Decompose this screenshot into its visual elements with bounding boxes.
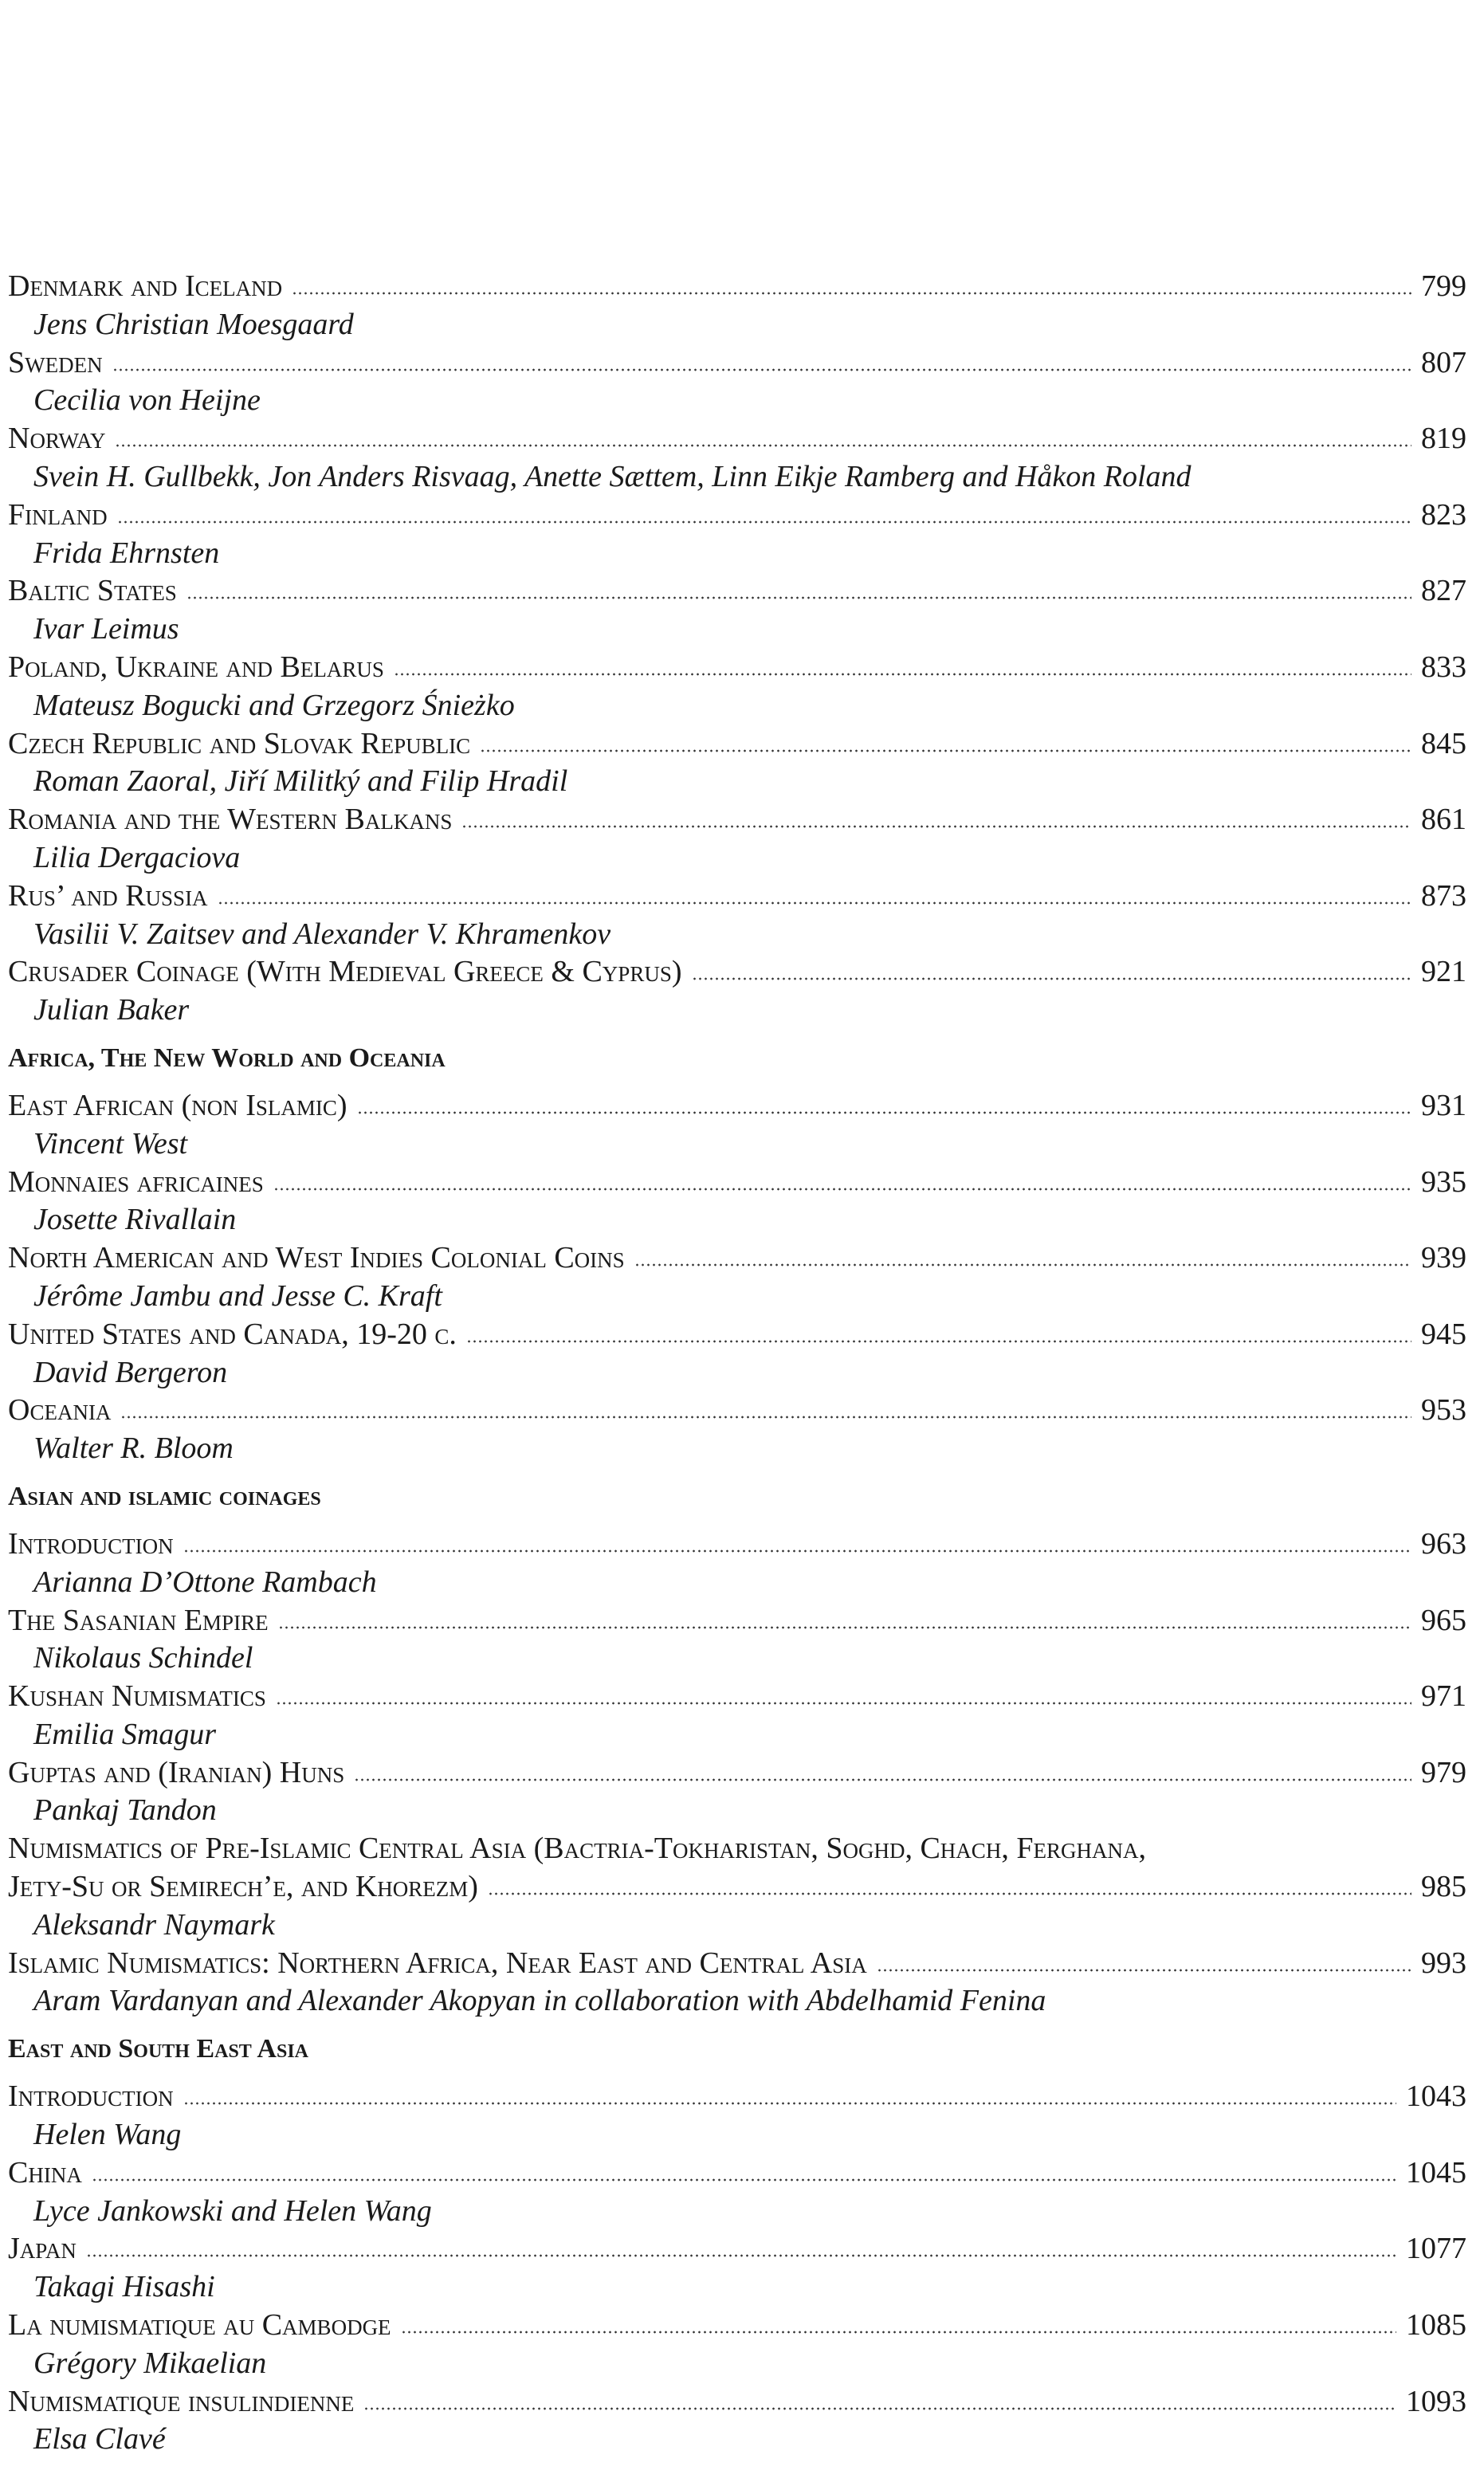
toc-entry[interactable]: [8, 878, 1466, 916]
entry-authors: Emilia Smagur: [33, 1717, 217, 1751]
entry-authors: Helen Wang: [33, 2118, 182, 2152]
dot-leader: [354, 1774, 1411, 1782]
toc-entry[interactable]: [8, 1087, 1466, 1125]
page-number[interactable]: 799: [1421, 269, 1466, 303]
entry-authors: Grégory Mikaelian: [33, 2346, 267, 2380]
entry-title[interactable]: Jety-Su or Semirech’e, and Khorezm): [8, 1870, 478, 1904]
toc-entry[interactable]: [8, 420, 1466, 458]
entry-authors: Julian Baker: [33, 993, 190, 1027]
dot-leader: [488, 1888, 1411, 1896]
entry-title[interactable]: Introduction: [8, 2079, 174, 2114]
dot-leader: [357, 1107, 1411, 1115]
dot-leader: [183, 1545, 1411, 1553]
section-header: Africa, The New World and Oceania: [8, 1043, 446, 1073]
entry-title[interactable]: Czech Republic and Slovak Republic: [8, 726, 471, 760]
dot-leader: [394, 669, 1411, 677]
entry-title[interactable]: Norway: [8, 422, 106, 456]
dot-leader: [278, 1622, 1411, 1630]
entry-authors: Lilia Dergaciova: [33, 840, 241, 874]
toc-entry[interactable]: [8, 2307, 1466, 2345]
toc-entry[interactable]: [8, 953, 1466, 992]
dot-leader: [120, 1412, 1411, 1420]
entry-title[interactable]: Islamic Numismatics: Northern Africa, Near East and Central Asia: [8, 1946, 867, 1980]
dot-leader: [218, 897, 1411, 905]
entry-authors: Cecilia von Heijne: [33, 383, 261, 418]
entry-authors: Jens Christian Moesgaard: [33, 307, 354, 341]
page-number[interactable]: 1045: [1406, 2155, 1466, 2189]
page-number[interactable]: 921: [1421, 955, 1466, 989]
entry-authors: Lyce Jankowski and Helen Wang: [33, 2193, 432, 2228]
page-number[interactable]: 945: [1421, 1317, 1466, 1351]
page-number[interactable]: 819: [1421, 422, 1466, 456]
page-number[interactable]: 861: [1421, 803, 1466, 837]
page-number[interactable]: 963: [1421, 1526, 1466, 1561]
entry-authors: Walter R. Bloom: [33, 1431, 234, 1466]
dot-leader: [276, 1698, 1411, 1706]
page-number[interactable]: 971: [1421, 1679, 1466, 1714]
toc-entry[interactable]: [8, 1316, 1466, 1354]
page-number[interactable]: 823: [1421, 497, 1466, 532]
entry-authors: Mateusz Bogucki and Grzegorz Śnieżko: [33, 688, 515, 722]
entry-title[interactable]: China: [8, 2155, 82, 2189]
toc-entry[interactable]: [8, 1602, 1466, 1640]
dot-leader: [86, 2250, 1396, 2258]
dot-leader: [115, 440, 1411, 448]
entry-authors: Jérôme Jambu and Jesse C. Kraft: [33, 1278, 442, 1313]
dot-leader: [363, 2403, 1396, 2411]
entry-title[interactable]: Japan: [8, 2232, 77, 2266]
entry-authors: Ivar Leimus: [33, 612, 179, 646]
entry-authors: Pankaj Tandon: [33, 1793, 217, 1828]
page-number[interactable]: 931: [1421, 1088, 1466, 1122]
page-number[interactable]: 1043: [1406, 2079, 1466, 2114]
entry-title[interactable]: La numismatique au Cambodge: [8, 2308, 391, 2343]
entry-title[interactable]: United States and Canada, 19-20 c.: [8, 1317, 457, 1351]
entry-title[interactable]: North American and West Indies Colonial Coins: [8, 1241, 625, 1275]
toc-entry[interactable]: [8, 801, 1466, 839]
toc-entry[interactable]: [8, 2230, 1466, 2268]
page-number[interactable]: 935: [1421, 1164, 1466, 1199]
entry-title[interactable]: Guptas and (Iranian) Huns: [8, 1755, 345, 1789]
entry-title[interactable]: Poland, Ukraine and Belarus: [8, 650, 384, 684]
dot-leader: [186, 592, 1411, 600]
page-number[interactable]: 1093: [1406, 2384, 1466, 2418]
toc-entry[interactable]: [8, 1392, 1466, 1430]
entry-title[interactable]: Sweden: [8, 345, 103, 379]
entry-title[interactable]: Oceania: [8, 1393, 112, 1428]
entry-title[interactable]: Baltic States: [8, 574, 177, 608]
dot-leader: [112, 364, 1411, 372]
dot-leader: [401, 2327, 1396, 2335]
dot-leader: [92, 2174, 1396, 2182]
page-number[interactable]: 993: [1421, 1946, 1466, 1980]
entry-authors: David Bergeron: [33, 1355, 228, 1389]
entry-title[interactable]: Crusader Coinage (With Medieval Greece & Cyprus): [8, 955, 682, 989]
toc-entry[interactable]: [8, 1754, 1466, 1793]
toc-entry[interactable]: [8, 1830, 1466, 1868]
entry-title[interactable]: Kushan Numismatics: [8, 1679, 266, 1714]
toc-entry[interactable]: [8, 1164, 1466, 1202]
entry-authors: Takagi Hisashi: [33, 2270, 215, 2304]
entry-title[interactable]: Rus’ and Russia: [8, 878, 208, 913]
dot-leader: [183, 2098, 1396, 2106]
page-number[interactable]: 827: [1421, 574, 1466, 608]
toc-entry[interactable]: [8, 2383, 1466, 2421]
dot-leader: [273, 1184, 1411, 1192]
entry-authors: Josette Rivallain: [33, 1203, 237, 1237]
entry-authors: Vasilii V. Zaitsev and Alexander V. Khramenkov: [33, 917, 611, 951]
toc-entry[interactable]: [8, 572, 1466, 611]
toc-entry[interactable]: [8, 1239, 1466, 1278]
toc-entry[interactable]: [8, 1678, 1466, 1716]
entry-authors: Aleksandr Naymark: [33, 1907, 275, 1942]
entry-title[interactable]: Denmark and Iceland: [8, 269, 283, 303]
entry-authors: Roman Zaoral, Jiří Militký and Filip Hradil: [33, 764, 568, 799]
entry-title[interactable]: The Sasanian Empire: [8, 1603, 269, 1637]
section-header: East and South East Asia: [8, 2034, 309, 2064]
table-of-contents: [8, 268, 1466, 2459]
toc-entry[interactable]: [8, 2078, 1466, 2116]
entry-title[interactable]: East African (non Islamic): [8, 1088, 347, 1122]
entry-title[interactable]: Introduction: [8, 1526, 174, 1561]
toc-entry[interactable]: [8, 268, 1466, 306]
page-number[interactable]: 833: [1421, 650, 1466, 684]
toc-entry[interactable]: [8, 1868, 1466, 1907]
toc-entry[interactable]: [8, 497, 1466, 535]
entry-title[interactable]: Numismatics of Pre-Islamic Central Asia (Bactria-Tokharistan, Soghd, Chach, Ferghana,: [8, 1832, 1146, 1866]
dot-leader: [292, 288, 1411, 296]
toc-entry[interactable]: [8, 2154, 1466, 2193]
page-number[interactable]: 873: [1421, 878, 1466, 913]
page-number[interactable]: 1085: [1406, 2308, 1466, 2343]
dot-leader: [480, 745, 1411, 753]
entry-title[interactable]: Numismatique insulindienne: [8, 2384, 355, 2418]
toc-entry[interactable]: [8, 725, 1466, 764]
entry-title[interactable]: Romania and the Western Balkans: [8, 803, 453, 837]
entry-authors: Arianna D’Ottone Rambach: [33, 1565, 377, 1599]
page-number[interactable]: 985: [1421, 1870, 1466, 1904]
entry-authors: Frida Ehrnsten: [33, 536, 220, 570]
dot-leader: [692, 973, 1411, 981]
page-number[interactable]: 965: [1421, 1603, 1466, 1637]
entry-authors: Vincent West: [33, 1126, 188, 1160]
toc-entry[interactable]: [8, 649, 1466, 687]
entry-authors: Nikolaus Schindel: [33, 1641, 253, 1675]
page-number[interactable]: 1077: [1406, 2232, 1466, 2266]
entry-title[interactable]: Finland: [8, 497, 108, 532]
dot-leader: [466, 1336, 1411, 1344]
page-number[interactable]: 939: [1421, 1241, 1466, 1275]
toc-entry[interactable]: [8, 344, 1466, 383]
entry-authors: Aram Vardanyan and Alexander Akopyan in collaboration with Abdelhamid Fenina: [33, 1984, 1046, 2018]
dot-leader: [877, 1965, 1411, 1973]
dot-leader: [461, 821, 1411, 829]
entry-authors: Elsa Clavé: [33, 2422, 166, 2456]
page-number[interactable]: 845: [1421, 726, 1466, 760]
toc-entry[interactable]: [8, 1526, 1466, 1564]
page-number[interactable]: 979: [1421, 1755, 1466, 1789]
dot-leader: [117, 516, 1411, 524]
toc-entry[interactable]: [8, 1945, 1466, 1983]
entry-title[interactable]: Monnaies africaines: [8, 1164, 264, 1199]
entry-authors: Svein H. Gullbekk, Jon Anders Risvaag, Anette Sættem, Linn Eikje Ramberg and Håkon Roland: [33, 459, 1192, 493]
page-number[interactable]: 807: [1421, 345, 1466, 379]
dot-leader: [634, 1259, 1411, 1267]
page-number[interactable]: 953: [1421, 1393, 1466, 1428]
section-header: Asian and islamic coinages: [8, 1481, 321, 1511]
